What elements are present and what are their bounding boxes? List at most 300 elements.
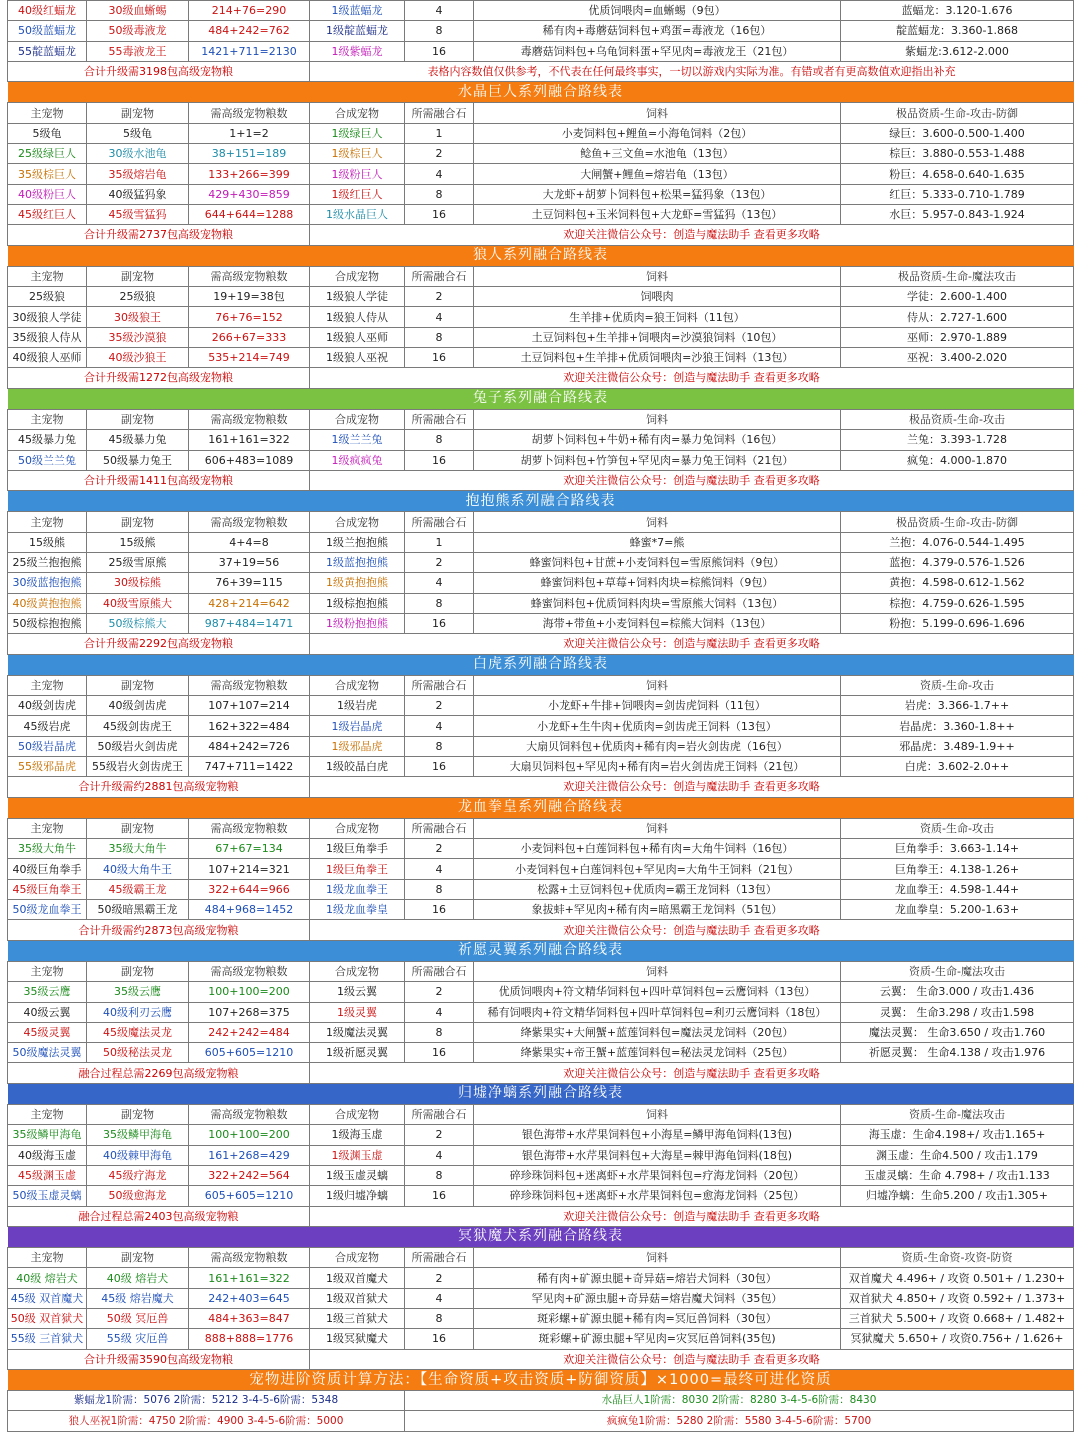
aptitude-cell: 棕抱：4.759-0.626-1.595 — [841, 593, 1074, 613]
result-pet-cell: 1级巨角拳手 — [310, 839, 405, 859]
feed-recipe-cell: 大闸蟹+鲤鱼=熔岩龟（13包） — [474, 164, 841, 184]
result-pet-cell: 1级归墟净螭 — [310, 1186, 405, 1206]
sub-pet-cell: 30级血蜥蜴 — [87, 1, 189, 21]
main-pet-cell: 25级狼 — [8, 287, 87, 307]
column-header: 所需融合石 — [405, 1248, 474, 1268]
table-row — [8, 1165, 1074, 1185]
sub-pet-cell: 50级暴力兔王 — [87, 450, 189, 470]
result-pet-cell: 1级蓝抱抱熊 — [310, 553, 405, 573]
wechat-note-cell: 欢迎关注微信公众号：创造与魔法助手 查看更多攻略 — [310, 1063, 1074, 1083]
fusion-stones-cell: 8 — [405, 879, 474, 899]
aptitude-cell: 靛蓝蝠龙：3.360-1.868 — [841, 21, 1074, 41]
result-pet-cell: 1级祈愿灵翼 — [310, 1043, 405, 1063]
summary-cell: 合计升级需2737包高级宠物粮 — [8, 225, 310, 245]
fusion-stones-cell: 4 — [405, 716, 474, 736]
sub-pet-cell: 25级狼 — [87, 287, 189, 307]
calc-right-cell: 水晶巨人1阶需：8030 2阶需：8280 3-4-5-6阶需：8430 — [405, 1391, 1074, 1411]
feed-recipe-cell: 稀有肉+毒蘑菇饲料包+鸡蛋=毒液龙（16包） — [474, 21, 841, 41]
fusion-stones-cell: 16 — [405, 613, 474, 633]
section-title-bar — [8, 245, 1074, 266]
main-pet-cell: 25级绿巨人 — [8, 144, 87, 164]
section-title: 抱抱熊系列融合路线表 — [8, 491, 1074, 512]
fusion-stones-cell: 16 — [405, 348, 474, 368]
section-title-bar — [8, 1083, 1074, 1104]
header-row — [8, 961, 1074, 981]
column-header: 资质-生命-魔法攻击 — [841, 961, 1074, 981]
feed-count-cell: 38+151=189 — [189, 144, 310, 164]
table-row — [8, 204, 1074, 224]
result-pet-cell: 1级云翼 — [310, 982, 405, 1002]
summary-row — [8, 225, 1074, 245]
section-title: 白虎系列融合路线表 — [8, 654, 1074, 675]
table-row — [8, 839, 1074, 859]
aptitude-cell: 紫蝠龙:3.612-2.000 — [841, 41, 1074, 61]
feed-recipe-cell: 饲喂肉 — [474, 287, 841, 307]
feed-recipe-cell: 碎珍珠饲料包+迷离虾+水芹果饲料包=愈海龙饲料（25包） — [474, 1186, 841, 1206]
result-pet-cell: 1级岩晶虎 — [310, 716, 405, 736]
main-pet-cell: 50级龙血拳王 — [8, 900, 87, 920]
header-row — [8, 266, 1074, 286]
summary-cell: 合计升级需约2881包高级宠物粮 — [8, 777, 310, 797]
sub-pet-cell: 40级剑齿虎 — [87, 696, 189, 716]
column-header: 副宠物 — [87, 818, 189, 838]
column-header: 极品资质-生命-魔法攻击 — [841, 266, 1074, 286]
column-header: 所需融合石 — [405, 818, 474, 838]
column-header: 合成宠物 — [310, 675, 405, 695]
feed-count-cell: 605+605=1210 — [189, 1186, 310, 1206]
table-row — [8, 696, 1074, 716]
feed-count-cell: 100+100=200 — [189, 982, 310, 1002]
aptitude-cell: 龙血拳皇：5.200-1.63+ — [841, 900, 1074, 920]
aptitude-cell: 兰兔：3.393-1.728 — [841, 430, 1074, 450]
sub-pet-cell: 50级秘法灵龙 — [87, 1043, 189, 1063]
main-pet-cell: 50级岩晶虎 — [8, 736, 87, 756]
column-header: 极品资质-生命-攻击-防御 — [841, 512, 1074, 532]
column-header: 合成宠物 — [310, 818, 405, 838]
sub-pet-cell: 35级熔岩龟 — [87, 164, 189, 184]
sub-pet-cell: 35级沙漠狼 — [87, 327, 189, 347]
sub-pet-cell: 45级疗海龙 — [87, 1165, 189, 1185]
feed-recipe-cell: 大扇贝饲料包+优质肉+稀有肉=岩火剑齿虎（16包） — [474, 736, 841, 756]
sub-pet-cell: 40级大角牛王 — [87, 859, 189, 879]
column-header: 需高级宠物粮数 — [189, 512, 310, 532]
feed-count-cell: 535+214=749 — [189, 348, 310, 368]
feed-count-cell: 987+484=1471 — [189, 613, 310, 633]
section-title: 冥狱魔犬系列融合路线表 — [8, 1226, 1074, 1247]
aptitude-cell: 侍从：2.727-1.600 — [841, 307, 1074, 327]
aptitude-cell: 巫祝：3.400-2.020 — [841, 348, 1074, 368]
aptitude-cell: 归墟净螭：生命5.200 / 攻击1.305+ — [841, 1186, 1074, 1206]
sub-pet-cell: 35级大角牛 — [87, 839, 189, 859]
feed-recipe-cell: 小麦饲料包+白莲饲料包+稀有肉=大角牛饲料（16包） — [474, 839, 841, 859]
fusion-stones-cell: 4 — [405, 573, 474, 593]
fusion-stones-cell: 2 — [405, 982, 474, 1002]
section-title: 兔子系列融合路线表 — [8, 388, 1074, 409]
table-row — [8, 1309, 1074, 1329]
table-row — [8, 41, 1074, 61]
table-row — [8, 1186, 1074, 1206]
table-row — [8, 736, 1074, 756]
feed-count-cell: 162+322=484 — [189, 716, 310, 736]
fusion-stones-cell: 2 — [405, 696, 474, 716]
summary-cell: 合计升级需3198包高级宠物粮 — [8, 61, 310, 81]
feed-count-cell: 484+242=762 — [189, 21, 310, 41]
column-header: 副宠物 — [87, 1105, 189, 1125]
calc-row — [8, 1411, 1074, 1431]
main-pet-cell: 40级狼人巫师 — [8, 348, 87, 368]
column-header: 需高级宠物粮数 — [189, 103, 310, 123]
column-header: 饲料 — [474, 512, 841, 532]
column-header: 合成宠物 — [310, 409, 405, 429]
section-title-bar — [8, 940, 1074, 961]
main-pet-cell: 40级海玉虚 — [8, 1145, 87, 1165]
table-row — [8, 164, 1074, 184]
fusion-stones-cell: 8 — [405, 1165, 474, 1185]
fusion-stones-cell: 2 — [405, 553, 474, 573]
column-header: 合成宠物 — [310, 1105, 405, 1125]
main-pet-cell: 35级狼人侍从 — [8, 327, 87, 347]
fusion-stones-cell: 16 — [405, 1043, 474, 1063]
summary-cell: 合计升级需2292包高级宠物粮 — [8, 634, 310, 654]
result-pet-cell: 1级双首魔犬 — [310, 1268, 405, 1288]
column-header: 副宠物 — [87, 103, 189, 123]
feed-recipe-cell: 土豆饲料包+生羊排+优质饲喂肉=沙狼王饲料（13包） — [474, 348, 841, 368]
sub-pet-cell: 55毒液龙王 — [87, 41, 189, 61]
column-header: 饲料 — [474, 1105, 841, 1125]
fusion-stones-cell: 16 — [405, 450, 474, 470]
feed-count-cell: 322+242=564 — [189, 1165, 310, 1185]
fusion-stones-cell: 4 — [405, 1145, 474, 1165]
fusion-stones-cell: 1 — [405, 532, 474, 552]
column-header: 所需融合石 — [405, 512, 474, 532]
feed-count-cell: 100+100=200 — [189, 1125, 310, 1145]
wechat-note-cell: 欢迎关注微信公众号：创造与魔法助手 查看更多攻略 — [310, 634, 1074, 654]
result-pet-cell: 1级水晶巨人 — [310, 204, 405, 224]
aptitude-cell: 巫师：2.970-1.889 — [841, 327, 1074, 347]
aptitude-cell: 魔法灵翼： 生命3.650 / 攻击1.760 — [841, 1022, 1074, 1042]
header-row — [8, 409, 1074, 429]
main-pet-cell: 5级龟 — [8, 123, 87, 143]
column-header: 饲料 — [474, 818, 841, 838]
column-header: 副宠物 — [87, 409, 189, 429]
sub-pet-cell: 5级龟 — [87, 123, 189, 143]
aptitude-cell: 岩晶虎：3.360-1.8++ — [841, 716, 1074, 736]
feed-recipe-cell: 象拔蚌+罕见肉+稀有肉=暗黑霸王龙饲料（51包） — [474, 900, 841, 920]
feed-count-cell: 107+214=321 — [189, 859, 310, 879]
calc-right-cell: 疯疯兔1阶需：5280 2阶需：5580 3-4-5-6阶需：5700 — [405, 1411, 1074, 1431]
sub-pet-cell: 50级愈海龙 — [87, 1186, 189, 1206]
feed-recipe-cell: 绛紫果实+大闸蟹+蓝莲饲料包=魔法灵龙饲料（20包） — [474, 1022, 841, 1042]
sub-pet-cell: 45级魔法灵龙 — [87, 1022, 189, 1042]
table-row — [8, 450, 1074, 470]
aptitude-cell: 巨角拳手：3.663-1.14+ — [841, 839, 1074, 859]
aptitude-cell: 棕巨：3.880-0.553-1.488 — [841, 144, 1074, 164]
aptitude-cell: 白虎：3.602-2.0++ — [841, 756, 1074, 776]
fusion-stones-cell: 4 — [405, 1002, 474, 1022]
main-pet-cell: 55靛蓝蝠龙 — [8, 41, 87, 61]
feed-count-cell: 242+242=484 — [189, 1022, 310, 1042]
result-pet-cell: 1级狼人学徒 — [310, 287, 405, 307]
fusion-stones-cell: 16 — [405, 204, 474, 224]
column-header: 饲料 — [474, 103, 841, 123]
result-pet-cell: 1级兰抱抱熊 — [310, 532, 405, 552]
calc-left-cell: 紫蝠龙1阶需：5076 2阶需：5212 3-4-5-6阶需：5348 — [8, 1391, 405, 1411]
result-pet-cell: 1级魔法灵翼 — [310, 1022, 405, 1042]
feed-count-cell: 747+711=1422 — [189, 756, 310, 776]
table-row — [8, 982, 1074, 1002]
result-pet-cell: 1级绿巨人 — [310, 123, 405, 143]
aptitude-cell: 学徒：2.600-1.400 — [841, 287, 1074, 307]
result-pet-cell: 1级灵翼 — [310, 1002, 405, 1022]
feed-recipe-cell: 大龙虾+胡萝卜饲料包+松果=猛犸象（13包） — [474, 184, 841, 204]
feed-recipe-cell: 银色海带+水芹果饲料包+大海星=棘甲海龟饲料(18包) — [474, 1145, 841, 1165]
sub-pet-cell: 50级岩火剑齿虎 — [87, 736, 189, 756]
column-header: 需高级宠物粮数 — [189, 818, 310, 838]
sub-pet-cell: 30级狼王 — [87, 307, 189, 327]
table-row — [8, 613, 1074, 633]
fusion-stones-cell: 8 — [405, 593, 474, 613]
column-header: 主宠物 — [8, 1105, 87, 1125]
main-pet-cell: 45级渊玉虚 — [8, 1165, 87, 1185]
column-header: 饲料 — [474, 675, 841, 695]
feed-count-cell: 322+644=966 — [189, 879, 310, 899]
feed-recipe-cell: 碎珍珠饲料包+迷离虾+水芹果饲料包=疗海龙饲料（20包） — [474, 1165, 841, 1185]
fusion-stones-cell: 8 — [405, 1022, 474, 1042]
column-header: 所需融合石 — [405, 103, 474, 123]
feed-recipe-cell: 绛紫果实+帝王蟹+蓝莲饲料包=秘法灵龙饲料（25包） — [474, 1043, 841, 1063]
result-pet-cell: 1级棕巨人 — [310, 144, 405, 164]
column-header: 合成宠物 — [310, 512, 405, 532]
main-pet-cell: 25级兰抱抱熊 — [8, 553, 87, 573]
fusion-stones-cell: 2 — [405, 287, 474, 307]
feed-count-cell: 484+242=726 — [189, 736, 310, 756]
result-pet-cell: 1级渊玉虚 — [310, 1145, 405, 1165]
summary-row — [8, 1349, 1074, 1369]
main-pet-cell: 45级岩虎 — [8, 716, 87, 736]
table-row — [8, 859, 1074, 879]
fusion-stones-cell: 4 — [405, 859, 474, 879]
aptitude-cell: 蓝蝠龙：3.120-1.676 — [841, 1, 1074, 21]
column-header: 合成宠物 — [310, 1248, 405, 1268]
aptitude-cell: 绿巨：3.600-0.500-1.400 — [841, 123, 1074, 143]
feed-count-cell: 429+430=859 — [189, 184, 310, 204]
main-pet-cell: 35级大角牛 — [8, 839, 87, 859]
feed-count-cell: 133+266=399 — [189, 164, 310, 184]
wechat-note-cell: 欢迎关注微信公众号：创造与魔法助手 查看更多攻略 — [310, 1349, 1074, 1369]
feed-recipe-cell: 稀有肉+矿源虫腿+奇异菇=熔岩犬饲料（30包） — [474, 1268, 841, 1288]
aptitude-cell: 云翼： 生命3.000 / 攻击1.436 — [841, 982, 1074, 1002]
feed-count-cell: 242+403=645 — [189, 1288, 310, 1308]
table-row — [8, 1, 1074, 21]
main-pet-cell: 40级黄抱抱熊 — [8, 593, 87, 613]
column-header: 需高级宠物粮数 — [189, 675, 310, 695]
result-pet-cell: 1级疯疯兔 — [310, 450, 405, 470]
wechat-note-cell: 欢迎关注微信公众号：创造与魔法助手 查看更多攻略 — [310, 777, 1074, 797]
sub-pet-cell: 50级暗黑霸王龙 — [87, 900, 189, 920]
column-header: 所需融合石 — [405, 675, 474, 695]
column-header: 极品资质-生命-攻击-防御 — [841, 103, 1074, 123]
main-pet-cell: 50级魔法灵翼 — [8, 1043, 87, 1063]
aptitude-cell: 邪晶虎：3.489-1.9++ — [841, 736, 1074, 756]
header-row — [8, 512, 1074, 532]
column-header: 主宠物 — [8, 409, 87, 429]
feed-recipe-cell: 斑彩螺+矿源虫腿+稀有肉=冥厄兽饲料（30包） — [474, 1309, 841, 1329]
feed-count-cell: 644+644=1288 — [189, 204, 310, 224]
result-pet-cell: 1级狼人巫师 — [310, 327, 405, 347]
table-row — [8, 1043, 1074, 1063]
fusion-stones-cell: 4 — [405, 1288, 474, 1308]
summary-row — [8, 61, 1074, 81]
feed-recipe-cell: 毒蘑菇饲料包+乌龟饲料蛋+罕见肉=毒液龙王（21包） — [474, 41, 841, 61]
table-row — [8, 1022, 1074, 1042]
summary-row — [8, 470, 1074, 490]
feed-count-cell: 214+76=290 — [189, 1, 310, 21]
main-pet-cell: 45级灵翼 — [8, 1022, 87, 1042]
column-header: 副宠物 — [87, 1248, 189, 1268]
column-header: 资质-生命资-攻资-防资 — [841, 1248, 1074, 1268]
feed-count-cell: 1+1=2 — [189, 123, 310, 143]
table-row — [8, 184, 1074, 204]
result-pet-cell: 1级棕抱抱熊 — [310, 593, 405, 613]
section-title: 归墟净螭系列融合路线表 — [8, 1083, 1074, 1104]
aptitude-cell: 渊玉虚：生命4.500 / 攻击1.179 — [841, 1145, 1074, 1165]
aptitude-cell: 海玉虚：生命4.198+/ 攻击1.165+ — [841, 1125, 1074, 1145]
section-title: 水晶巨人系列融合路线表 — [8, 82, 1074, 103]
column-header: 合成宠物 — [310, 266, 405, 286]
summary-cell: 合计升级需约2873包高级宠物粮 — [8, 920, 310, 940]
feed-recipe-cell: 小麦饲料包+白莲饲料包+罕见肉=大角牛王饲料（21包） — [474, 859, 841, 879]
feed-recipe-cell: 蜂蜜饲料包+甘蔗+小麦饲料包=雪原熊饲料（9包） — [474, 553, 841, 573]
main-pet-cell: 40级 熔岩犬 — [8, 1268, 87, 1288]
feed-recipe-cell: 海带+带鱼+小麦饲料包=棕熊大饲料（13包） — [474, 613, 841, 633]
wechat-note-cell: 欢迎关注微信公众号：创造与魔法助手 查看更多攻略 — [310, 225, 1074, 245]
column-header: 主宠物 — [8, 961, 87, 981]
sub-pet-cell: 45级暴力兔 — [87, 430, 189, 450]
section-title: 祈愿灵翼系列融合路线表 — [8, 940, 1074, 961]
aptitude-cell: 黄抱：4.598-0.612-1.562 — [841, 573, 1074, 593]
column-header: 主宠物 — [8, 675, 87, 695]
result-pet-cell: 1级岩虎 — [310, 696, 405, 716]
main-pet-cell: 50级兰兰兔 — [8, 450, 87, 470]
feed-recipe-cell: 小龙虾+生牛肉+优质肉=剑齿虎王饲料（13包） — [474, 716, 841, 736]
section-title: 狼人系列融合路线表 — [8, 245, 1074, 266]
column-header: 主宠物 — [8, 103, 87, 123]
header-row — [8, 675, 1074, 695]
main-pet-cell: 30级狼人学徒 — [8, 307, 87, 327]
table-row — [8, 573, 1074, 593]
header-row — [8, 1248, 1074, 1268]
feed-count-cell: 76+76=152 — [189, 307, 310, 327]
fusion-stones-cell: 4 — [405, 164, 474, 184]
column-header: 副宠物 — [87, 675, 189, 695]
result-pet-cell: 1级狼人巫祝 — [310, 348, 405, 368]
fusion-stones-cell: 8 — [405, 327, 474, 347]
sub-pet-cell: 35级云鹰 — [87, 982, 189, 1002]
result-pet-cell: 1级巨角拳王 — [310, 859, 405, 879]
result-pet-cell: 1级粉抱抱熊 — [310, 613, 405, 633]
result-pet-cell: 1级兰兰兔 — [310, 430, 405, 450]
table-row — [8, 553, 1074, 573]
aptitude-cell: 双首魔犬 4.496+ / 攻资 0.501+ / 1.230+ — [841, 1268, 1074, 1288]
result-pet-cell: 1级狼人侍从 — [310, 307, 405, 327]
column-header: 资质-生命-魔法攻击 — [841, 1105, 1074, 1125]
table-row — [8, 879, 1074, 899]
feed-recipe-cell: 小龙虾+牛排+饲喂肉=剑齿虎饲料（11包） — [474, 696, 841, 716]
column-header: 极品资质-生命-攻击 — [841, 409, 1074, 429]
aptitude-cell: 龙血拳王：4.598-1.44+ — [841, 879, 1074, 899]
main-pet-cell: 50级蓝蝠龙 — [8, 21, 87, 41]
header-row — [8, 103, 1074, 123]
main-pet-cell: 35级棕巨人 — [8, 164, 87, 184]
result-pet-cell: 1级邪晶虎 — [310, 736, 405, 756]
fusion-stones-cell: 16 — [405, 1329, 474, 1349]
column-header: 需高级宠物粮数 — [189, 409, 310, 429]
result-pet-cell: 1级黄抱抱熊 — [310, 573, 405, 593]
feed-count-cell: 605+605=1210 — [189, 1043, 310, 1063]
result-pet-cell: 1级龙血拳皇 — [310, 900, 405, 920]
sub-pet-cell: 55级岩火剑齿虎王 — [87, 756, 189, 776]
header-row — [8, 818, 1074, 838]
aptitude-cell: 双首狱犬 4.850+ / 攻资 0.592+ / 1.373+ — [841, 1288, 1074, 1308]
wechat-note-cell: 欢迎关注微信公众号：创造与魔法助手 查看更多攻略 — [310, 368, 1074, 388]
feed-count-cell: 484+968=1452 — [189, 900, 310, 920]
main-pet-cell: 50级棕抱抱熊 — [8, 613, 87, 633]
summary-cell: 合计升级需3590包高级宠物粮 — [8, 1349, 310, 1369]
sub-pet-cell: 45级雪猛犸 — [87, 204, 189, 224]
feed-count-cell: 888+888=1776 — [189, 1329, 310, 1349]
result-pet-cell: 1级海玉虚 — [310, 1125, 405, 1145]
table-row — [8, 430, 1074, 450]
aptitude-cell: 兰抱：4.076-0.544-1.495 — [841, 532, 1074, 552]
table-row — [8, 327, 1074, 347]
table-row — [8, 21, 1074, 41]
main-pet-cell: 45级暴力兔 — [8, 430, 87, 450]
section-title-bar — [8, 491, 1074, 512]
feed-count-cell: 107+268=375 — [189, 1002, 310, 1022]
section-title-bar — [8, 1226, 1074, 1247]
aptitude-cell: 疯兔：4.000-1.870 — [841, 450, 1074, 470]
main-pet-cell: 55级邪晶虎 — [8, 756, 87, 776]
main-pet-cell: 40级红蝠龙 — [8, 1, 87, 21]
section-title-bar — [8, 388, 1074, 409]
column-header: 所需融合石 — [405, 1105, 474, 1125]
summary-row — [8, 368, 1074, 388]
fusion-stones-cell: 2 — [405, 1125, 474, 1145]
fusion-stones-cell: 8 — [405, 1309, 474, 1329]
sub-pet-cell: 40级沙狼王 — [87, 348, 189, 368]
feed-count-cell: 76+39=115 — [189, 573, 310, 593]
column-header: 饲料 — [474, 961, 841, 981]
table-row — [8, 756, 1074, 776]
column-header: 所需融合石 — [405, 409, 474, 429]
table-row — [8, 1002, 1074, 1022]
table-row — [8, 1125, 1074, 1145]
table-row — [8, 307, 1074, 327]
aptitude-cell: 岩虎：3.366-1.7++ — [841, 696, 1074, 716]
fusion-route-table — [7, 0, 1074, 1432]
wechat-note-cell: 欢迎关注微信公众号：创造与魔法助手 查看更多攻略 — [310, 1206, 1074, 1226]
feed-recipe-cell: 胡萝卜饲料包+牛奶+稀有肉=暴力兔饲料（16包） — [474, 430, 841, 450]
feed-count-cell: 161+161=322 — [189, 430, 310, 450]
sub-pet-cell: 40级 熔岩犬 — [87, 1268, 189, 1288]
table-row — [8, 123, 1074, 143]
summary-row — [8, 1206, 1074, 1226]
summary-row — [8, 634, 1074, 654]
aptitude-cell: 灵翼： 生命3.298 / 攻击1.598 — [841, 1002, 1074, 1022]
table-row — [8, 287, 1074, 307]
table-row — [8, 144, 1074, 164]
aptitude-cell: 粉抱：5.199-0.696-1.696 — [841, 613, 1074, 633]
